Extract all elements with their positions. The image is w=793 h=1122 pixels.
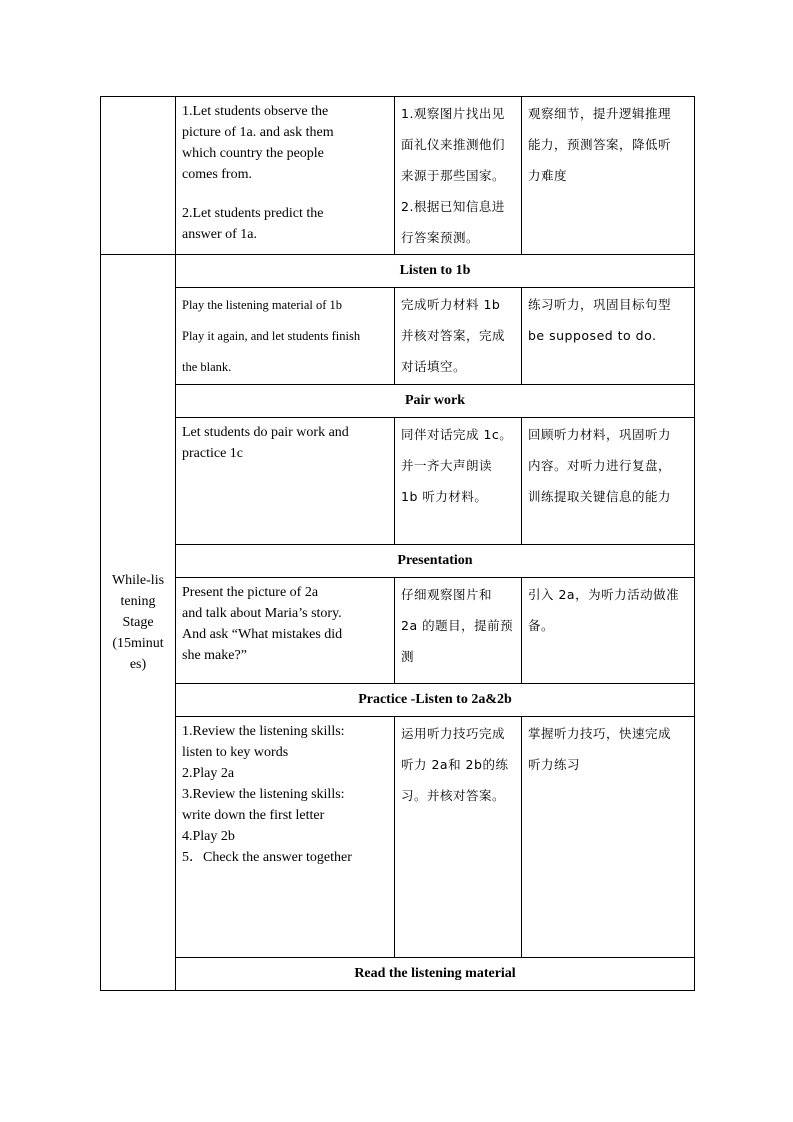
text-line: 并核对答案，完成 xyxy=(401,328,506,343)
text-line: 面礼仪来推测他们 xyxy=(401,137,506,152)
purpose-cell xyxy=(522,288,695,385)
text-line: 2.根据已知信息进 xyxy=(401,199,505,214)
student-activity-cell xyxy=(395,288,522,385)
text-line: 听力 2a和 2b的练 xyxy=(401,757,509,772)
text-line: 同伴对话完成 1c。 xyxy=(401,427,513,442)
table-row xyxy=(101,288,695,385)
text-line: And ask “What mistakes did xyxy=(182,627,343,642)
table-row xyxy=(101,418,695,545)
teacher-activity-cell xyxy=(176,418,395,545)
text-line: 2a 的题目，提前预 xyxy=(401,618,514,633)
purpose-cell xyxy=(522,418,695,545)
teacher-activity-cell xyxy=(176,717,395,958)
text-line: 完成听力材料 1b xyxy=(401,297,501,312)
text-line: 引入 2a，为听力活动做准 xyxy=(528,587,680,602)
text-line: 掌握听力技巧，快速完成 xyxy=(528,726,672,741)
section-header-pair-work: Pair work xyxy=(176,385,695,418)
text-line: be supposed to do. xyxy=(528,328,657,343)
lesson-plan-table xyxy=(100,96,695,991)
teacher-activity-cell xyxy=(176,288,395,385)
text-line: 回顾听力材料，巩固听力 xyxy=(528,427,672,442)
text-line: the blank. xyxy=(182,360,232,374)
section-header-presentation: Presentation xyxy=(176,545,695,578)
text-line: which country the people xyxy=(182,146,324,161)
section-header-listen-1b: Listen to 1b xyxy=(176,255,695,288)
stage-label-line: Stage xyxy=(122,615,154,630)
text-line: Play the listening material of 1b xyxy=(182,298,343,312)
text-line: 测 xyxy=(401,649,415,664)
stage-cell-empty xyxy=(101,97,176,255)
stage-label-cell xyxy=(101,255,176,991)
section-header-read: Read the listening material xyxy=(176,958,695,991)
text-line: 2.Let students predict the xyxy=(182,206,324,221)
text-line: 练习听力，巩固目标句型 xyxy=(528,297,672,312)
table-row xyxy=(101,545,695,578)
text-line: 5．Check the answer together xyxy=(182,850,352,865)
text-line: 能力，预测答案，降低听 xyxy=(528,137,672,152)
text-line: 备。 xyxy=(528,618,555,633)
table-row xyxy=(101,578,695,684)
text-line: comes from. xyxy=(182,167,252,182)
text-line: practice 1c xyxy=(182,446,244,461)
stage-label-line: (15minut xyxy=(112,636,164,651)
purpose-cell xyxy=(522,717,695,958)
student-activity-cell xyxy=(395,717,522,958)
text-line: 内容。对听力进行复盘， xyxy=(528,458,672,473)
text-line: 训练提取关键信息的能力 xyxy=(528,489,672,504)
text-line: 2.Play 2a xyxy=(182,766,235,781)
table-row xyxy=(101,385,695,418)
text-line: 来源于那些国家。 xyxy=(401,168,506,183)
text-line: 习。并核对答案。 xyxy=(401,788,506,803)
table-row xyxy=(101,255,695,288)
student-activity-cell xyxy=(395,418,522,545)
text-line: picture of 1a. and ask them xyxy=(182,125,334,140)
text-line: write down the first letter xyxy=(182,808,325,823)
text-line: Let students do pair work and xyxy=(182,425,349,440)
text-line: 力难度 xyxy=(528,168,568,183)
text-line: 仔细观察图片和 xyxy=(401,587,493,602)
stage-label-line: es) xyxy=(129,657,147,672)
text-line: 3.Review the listening skills: xyxy=(182,787,345,802)
purpose-cell xyxy=(522,578,695,684)
text-line: 观察细节，提升逻辑推理 xyxy=(528,106,672,121)
text-line: Present the picture of 2a xyxy=(182,585,319,600)
stage-label-line: tening xyxy=(120,594,156,609)
teacher-activity-cell xyxy=(176,578,395,684)
student-activity-cell xyxy=(395,97,522,255)
text-line: 1.Let students observe the xyxy=(182,104,329,119)
text-line: and talk about Maria’s story. xyxy=(182,606,342,621)
table-row xyxy=(101,684,695,717)
text-line: 对话填空。 xyxy=(401,359,467,374)
text-line: Play it again, and let students finish xyxy=(182,329,361,343)
text-line: 1b 听力材料。 xyxy=(401,489,488,504)
text-line: 1.观察图片找出见 xyxy=(401,106,505,121)
text-line: answer of 1a. xyxy=(182,227,258,242)
text-line: 行答案预测。 xyxy=(401,230,480,245)
purpose-cell xyxy=(522,97,695,255)
stage-label-line: While-lis xyxy=(111,573,165,588)
text-line: 运用听力技巧完成 xyxy=(401,726,506,741)
text-line: 4.Play 2b xyxy=(182,829,235,844)
table-row xyxy=(101,958,695,991)
text-line: 并一齐大声朗读 xyxy=(401,458,493,473)
table-row xyxy=(101,717,695,958)
text-line: 听力练习 xyxy=(528,757,581,772)
teacher-activity-cell xyxy=(176,97,395,255)
student-activity-cell xyxy=(395,578,522,684)
table-row xyxy=(101,97,695,255)
text-line: 1.Review the listening skills: xyxy=(182,724,345,739)
section-header-practice: Practice -Listen to 2a&2b xyxy=(176,684,695,717)
text-line: she make?” xyxy=(182,648,247,663)
text-line: listen to key words xyxy=(182,745,289,760)
